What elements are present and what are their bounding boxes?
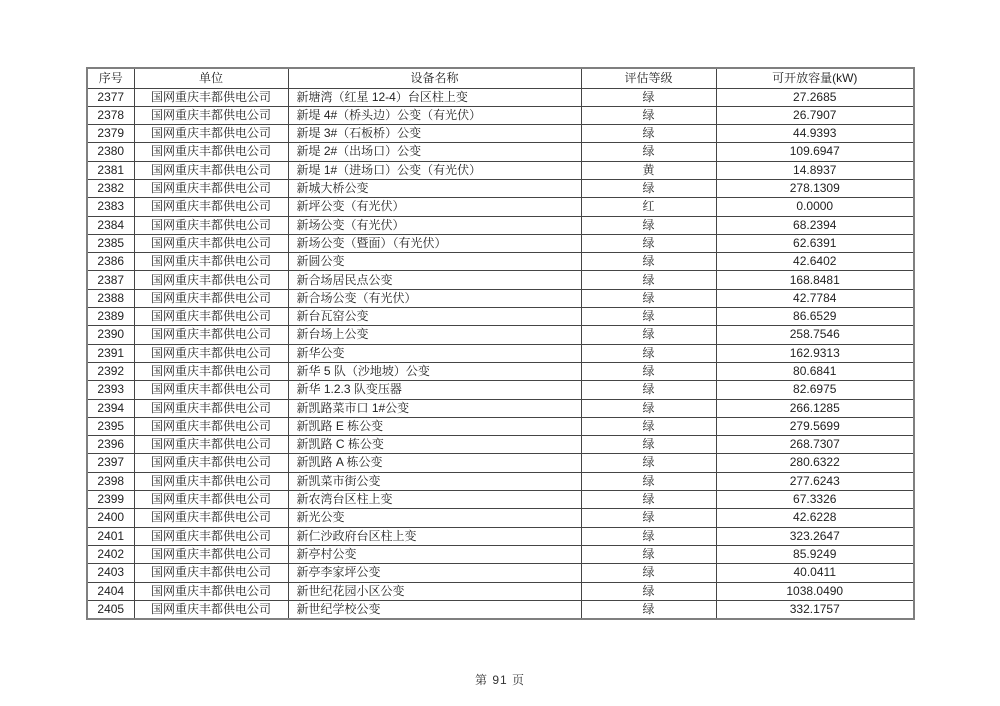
cell-device: 新合场公变（有光伏） [288,289,581,307]
table-row [87,179,914,197]
cell-capacity: 258.7546 [716,326,914,344]
cell-seq: 2381 [87,161,134,179]
cell-seq: 2400 [87,509,134,527]
cell-seq: 2402 [87,545,134,563]
cell-unit: 国网重庆丰都供电公司 [134,289,288,307]
table-row [87,545,914,563]
table-row [87,381,914,399]
cell-rating: 绿 [581,271,716,289]
cell-rating: 绿 [581,582,716,600]
cell-rating: 绿 [581,545,716,563]
cell-unit: 国网重庆丰都供电公司 [134,216,288,234]
cell-unit: 国网重庆丰都供电公司 [134,600,288,618]
cell-unit: 国网重庆丰都供电公司 [134,88,288,106]
cell-capacity: 80.6841 [716,362,914,380]
cell-capacity: 27.2685 [716,88,914,106]
cell-seq: 2405 [87,600,134,618]
cell-rating: 绿 [581,472,716,490]
cell-seq: 2389 [87,308,134,326]
cell-seq: 2387 [87,271,134,289]
cell-seq: 2399 [87,491,134,509]
cell-seq: 2378 [87,106,134,124]
cell-unit: 国网重庆丰都供电公司 [134,454,288,472]
cell-seq: 2393 [87,381,134,399]
table-row [87,564,914,582]
cell-rating: 绿 [581,125,716,143]
cell-seq: 2392 [87,362,134,380]
table-row [87,454,914,472]
cell-device: 新场公变（暨面）（有光伏） [288,234,581,252]
cell-capacity: 279.5699 [716,417,914,435]
cell-device: 新世纪花园小区公变 [288,582,581,600]
table-row [87,289,914,307]
cell-capacity: 42.6228 [716,509,914,527]
cell-rating: 绿 [581,308,716,326]
cell-unit: 国网重庆丰都供电公司 [134,326,288,344]
cell-device: 新华 1.2.3 队变压器 [288,381,581,399]
cell-capacity: 85.9249 [716,545,914,563]
open-capacity-table [86,67,915,620]
table-row [87,362,914,380]
cell-unit: 国网重庆丰都供电公司 [134,564,288,582]
table-row [87,234,914,252]
cell-device: 新堤 3#（石板桥）公变 [288,125,581,143]
table-row [87,161,914,179]
cell-unit: 国网重庆丰都供电公司 [134,253,288,271]
table-row [87,143,914,161]
table-row [87,88,914,106]
cell-unit: 国网重庆丰都供电公司 [134,143,288,161]
cell-capacity: 44.9393 [716,125,914,143]
column-header-unit: 单位 [134,68,288,88]
cell-unit: 国网重庆丰都供电公司 [134,161,288,179]
cell-seq: 2383 [87,198,134,216]
cell-unit: 国网重庆丰都供电公司 [134,271,288,289]
table-body [87,88,914,619]
cell-capacity: 1038.0490 [716,582,914,600]
cell-device: 新华公变 [288,344,581,362]
table-row [87,271,914,289]
table-row [87,326,914,344]
cell-capacity: 42.6402 [716,253,914,271]
table-row [87,509,914,527]
column-header-capacity: 可开放容量(kW) [716,68,914,88]
cell-unit: 国网重庆丰都供电公司 [134,362,288,380]
cell-rating: 绿 [581,417,716,435]
cell-rating: 绿 [581,106,716,124]
column-header-seq: 序号 [87,68,134,88]
cell-capacity: 268.7307 [716,436,914,454]
cell-device: 新城大桥公变 [288,179,581,197]
cell-capacity: 26.7907 [716,106,914,124]
cell-unit: 国网重庆丰都供电公司 [134,582,288,600]
cell-rating: 绿 [581,600,716,618]
cell-rating: 绿 [581,344,716,362]
cell-capacity: 40.0411 [716,564,914,582]
cell-rating: 绿 [581,436,716,454]
cell-seq: 2404 [87,582,134,600]
cell-capacity: 67.3326 [716,491,914,509]
cell-seq: 2401 [87,527,134,545]
cell-device: 新凯路 C 栋公变 [288,436,581,454]
cell-rating: 绿 [581,564,716,582]
table-row [87,216,914,234]
cell-device: 新塘湾（红星 12-4）台区柱上变 [288,88,581,106]
cell-device: 新场公变（有光伏） [288,216,581,234]
cell-capacity: 62.6391 [716,234,914,252]
cell-unit: 国网重庆丰都供电公司 [134,344,288,362]
cell-unit: 国网重庆丰都供电公司 [134,545,288,563]
cell-seq: 2395 [87,417,134,435]
cell-unit: 国网重庆丰都供电公司 [134,308,288,326]
cell-capacity: 14.8937 [716,161,914,179]
cell-device: 新华 5 队（沙地坡）公变 [288,362,581,380]
cell-capacity: 266.1285 [716,399,914,417]
cell-seq: 2397 [87,454,134,472]
cell-unit: 国网重庆丰都供电公司 [134,472,288,490]
table-row [87,399,914,417]
cell-device: 新凯路 A 栋公变 [288,454,581,472]
cell-rating: 红 [581,198,716,216]
cell-seq: 2390 [87,326,134,344]
cell-rating: 绿 [581,527,716,545]
table-row [87,253,914,271]
cell-device: 新堤 4#（桥头边）公变（有光伏） [288,106,581,124]
cell-capacity: 42.7784 [716,289,914,307]
cell-seq: 2391 [87,344,134,362]
cell-seq: 2403 [87,564,134,582]
cell-rating: 黄 [581,161,716,179]
cell-seq: 2384 [87,216,134,234]
cell-device: 新农湾台区柱上变 [288,491,581,509]
table-row [87,417,914,435]
cell-seq: 2386 [87,253,134,271]
cell-seq: 2380 [87,143,134,161]
cell-capacity: 323.2647 [716,527,914,545]
table-row [87,472,914,490]
cell-seq: 2398 [87,472,134,490]
cell-capacity: 68.2394 [716,216,914,234]
cell-unit: 国网重庆丰都供电公司 [134,417,288,435]
cell-unit: 国网重庆丰都供电公司 [134,106,288,124]
cell-rating: 绿 [581,454,716,472]
cell-device: 新凯菜市街公变 [288,472,581,490]
cell-rating: 绿 [581,362,716,380]
cell-rating: 绿 [581,509,716,527]
table-row [87,582,914,600]
cell-capacity: 168.8481 [716,271,914,289]
cell-device: 新亭李家坪公变 [288,564,581,582]
cell-capacity: 82.6975 [716,381,914,399]
cell-rating: 绿 [581,326,716,344]
cell-rating: 绿 [581,399,716,417]
cell-device: 新凯路 E 栋公变 [288,417,581,435]
cell-device: 新台场上公变 [288,326,581,344]
column-header-device: 设备名称 [288,68,581,88]
table-row [87,106,914,124]
table-row [87,600,914,618]
cell-unit: 国网重庆丰都供电公司 [134,399,288,417]
cell-unit: 国网重庆丰都供电公司 [134,381,288,399]
cell-rating: 绿 [581,289,716,307]
cell-rating: 绿 [581,234,716,252]
cell-unit: 国网重庆丰都供电公司 [134,527,288,545]
cell-device: 新堤 1#（进场口）公变（有光伏） [288,161,581,179]
cell-unit: 国网重庆丰都供电公司 [134,198,288,216]
cell-capacity: 109.6947 [716,143,914,161]
cell-device: 新亭村公变 [288,545,581,563]
cell-seq: 2377 [87,88,134,106]
cell-device: 新台瓦窑公变 [288,308,581,326]
cell-device: 新堤 2#（出场口）公变 [288,143,581,161]
table-row [87,491,914,509]
cell-seq: 2396 [87,436,134,454]
cell-device: 新合场居民点公变 [288,271,581,289]
cell-device: 新圆公变 [288,253,581,271]
table-row [87,308,914,326]
table-row [87,125,914,143]
cell-rating: 绿 [581,88,716,106]
cell-rating: 绿 [581,143,716,161]
page-number: 第 91 页 [474,673,526,687]
table-header-row [87,68,914,88]
cell-device: 新坪公变（有光伏） [288,198,581,216]
cell-capacity: 0.0000 [716,198,914,216]
cell-unit: 国网重庆丰都供电公司 [134,125,288,143]
table-row [87,436,914,454]
cell-device: 新光公变 [288,509,581,527]
cell-seq: 2394 [87,399,134,417]
cell-seq: 2379 [87,125,134,143]
cell-unit: 国网重庆丰都供电公司 [134,436,288,454]
cell-capacity: 280.6322 [716,454,914,472]
cell-device: 新凯路菜市口 1#公变 [288,399,581,417]
column-header-rating: 评估等级 [581,68,716,88]
table-row [87,198,914,216]
cell-capacity: 332.1757 [716,600,914,618]
cell-seq: 2382 [87,179,134,197]
cell-capacity: 162.9313 [716,344,914,362]
cell-unit: 国网重庆丰都供电公司 [134,491,288,509]
cell-seq: 2385 [87,234,134,252]
cell-capacity: 86.6529 [716,308,914,326]
cell-rating: 绿 [581,179,716,197]
cell-unit: 国网重庆丰都供电公司 [134,509,288,527]
cell-device: 新世纪学校公变 [288,600,581,618]
table-row [87,527,914,545]
cell-capacity: 277.6243 [716,472,914,490]
cell-rating: 绿 [581,381,716,399]
cell-rating: 绿 [581,491,716,509]
cell-device: 新仁沙政府台区柱上变 [288,527,581,545]
cell-capacity: 278.1309 [716,179,914,197]
cell-rating: 绿 [581,216,716,234]
cell-seq: 2388 [87,289,134,307]
cell-unit: 国网重庆丰都供电公司 [134,179,288,197]
cell-rating: 绿 [581,253,716,271]
table-row [87,344,914,362]
cell-unit: 国网重庆丰都供电公司 [134,234,288,252]
table-header [87,68,914,88]
